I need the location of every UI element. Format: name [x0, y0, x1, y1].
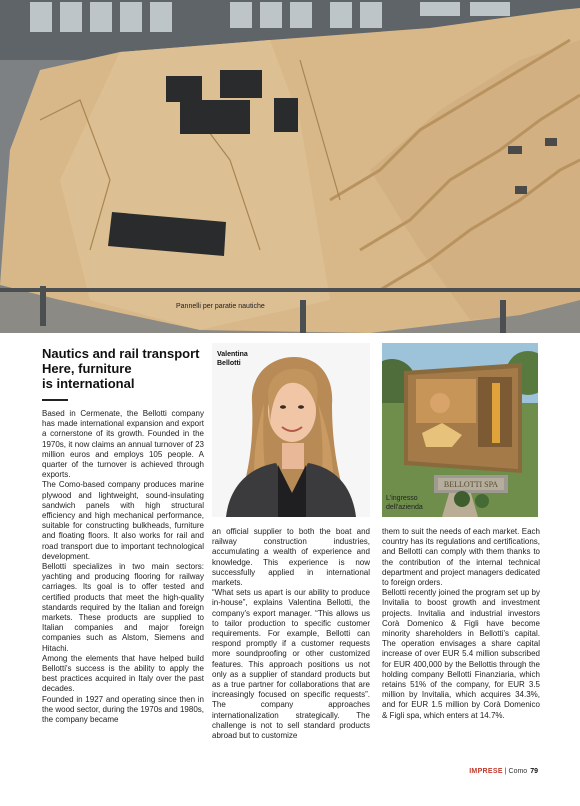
article-headline: [42, 346, 207, 391]
company-entrance-illustration: [382, 343, 538, 517]
paragraph: them to suit the needs of each market. Each country has its regulations and certifications, and Bellotti can comply with them thanks to the contribution of the internal technical department and project managers dedicated to foreign orders.: [382, 527, 540, 588]
paragraph: an official supplier to both the boat and railway construction industries, accumulating a wealth of experience and knowledge. This experience is now successfully applied in international markets.: [212, 527, 370, 588]
headline-divider: [42, 399, 68, 401]
company-caption: [386, 494, 423, 512]
paragraph: Bellotti recently joined the program set up by Invitalia to boost growth and investment projects. Invitalia and industrial investors Corà Domenico & Figli have become minority shareholders in Bellotti's capital. The operation envisages a share capital increase of over EUR 5.4 million subscribed for EUR 400,000 by the Bellottis through the holding company Bellotti Finanziaria, which retains 51% of the company, for EUR 3.5 million by Invitalia, which acquires 34.3%, and for EUR 1.5 million by Corà Domenico & Figli spa, which enters at 14.7%.: [382, 588, 540, 720]
portrait-first-name: Valentina: [217, 351, 248, 358]
portrait-photo: [212, 343, 370, 517]
article-column-3: [382, 527, 540, 721]
paragraph: Based in Cermenate, the Bellotti company has made international expansion and export a cornerstone of its growth. Founded in the 1970s, it now claims an annual turnover of 23 million euros and employs 105 people. A quarter of the turnover is achieved through exports.: [42, 409, 204, 480]
page-number: 79: [530, 768, 538, 775]
article-column-1: [42, 409, 204, 725]
portrait-last-name: Bellotti: [217, 360, 241, 367]
paragraph: Bellotti specializes in two main sectors: yachting and producing flooring for railway carriages. Its goal is to offer tested and certified products that meet the high-quality standards required by the Italian and foreign markets. These products are supplied to Italian companies and major foreign companies such as Alstom, Siemens and Hitachi.: [42, 562, 204, 653]
hero-caption: Pannelli per paratie nautiche: [176, 303, 265, 310]
footer-brand: IMPRESE: [469, 768, 503, 775]
article-column-2: [212, 527, 370, 741]
woman-portrait-illustration: [212, 343, 370, 517]
company-caption-line: L'ingresso: [386, 495, 418, 502]
paragraph: “What sets us apart is our ability to produce in-house”, explains Valentina Bellotti, the company's export manager. “This allows us to tailor production to specific customer requirements. For example, Bellotti can respond promptly if a customer requests more soundproofing or other customized features. This approach positions us not only as a supplier of standard products but as a true partner for collaborations that are increasingly focused on specific requests”. The company approaches internationalization strategically. The challenge is not to sell standard products abroad but to customize: [212, 588, 370, 741]
paragraph: The Como-based company produces marine plywood and lightweight, sound-insulating sandwich panels with high structural efficiency and high mechanical performance, suitable for constructing bulkheads, furniture and floating floors. It also works for rail and road transport due to important technological development.: [42, 480, 204, 561]
paragraph: Among the elements that have helped build Bellotti's success is the ability to apply the best practices acquired in Italy over the past decades.: [42, 653, 204, 694]
footer-separator: |: [502, 768, 509, 775]
portrait-name: [217, 350, 248, 368]
paragraph: Founded in 1927 and operating since then in the wood sector, during the 1970s and 1980s, the company became: [42, 694, 204, 725]
page-footer: [469, 768, 538, 775]
headline-line: Here, furniture: [42, 361, 132, 376]
company-entrance-photo: [382, 343, 538, 517]
company-caption-line: dell'azienda: [386, 504, 423, 511]
headline-line: is international: [42, 376, 135, 391]
hero-photo: [0, 0, 580, 333]
company-sign-text: BELLOTTI SPA: [443, 480, 499, 489]
headline-line: Nautics and rail transport: [42, 346, 200, 361]
plywood-panels-illustration: [0, 0, 580, 333]
footer-city: Como: [508, 768, 528, 775]
